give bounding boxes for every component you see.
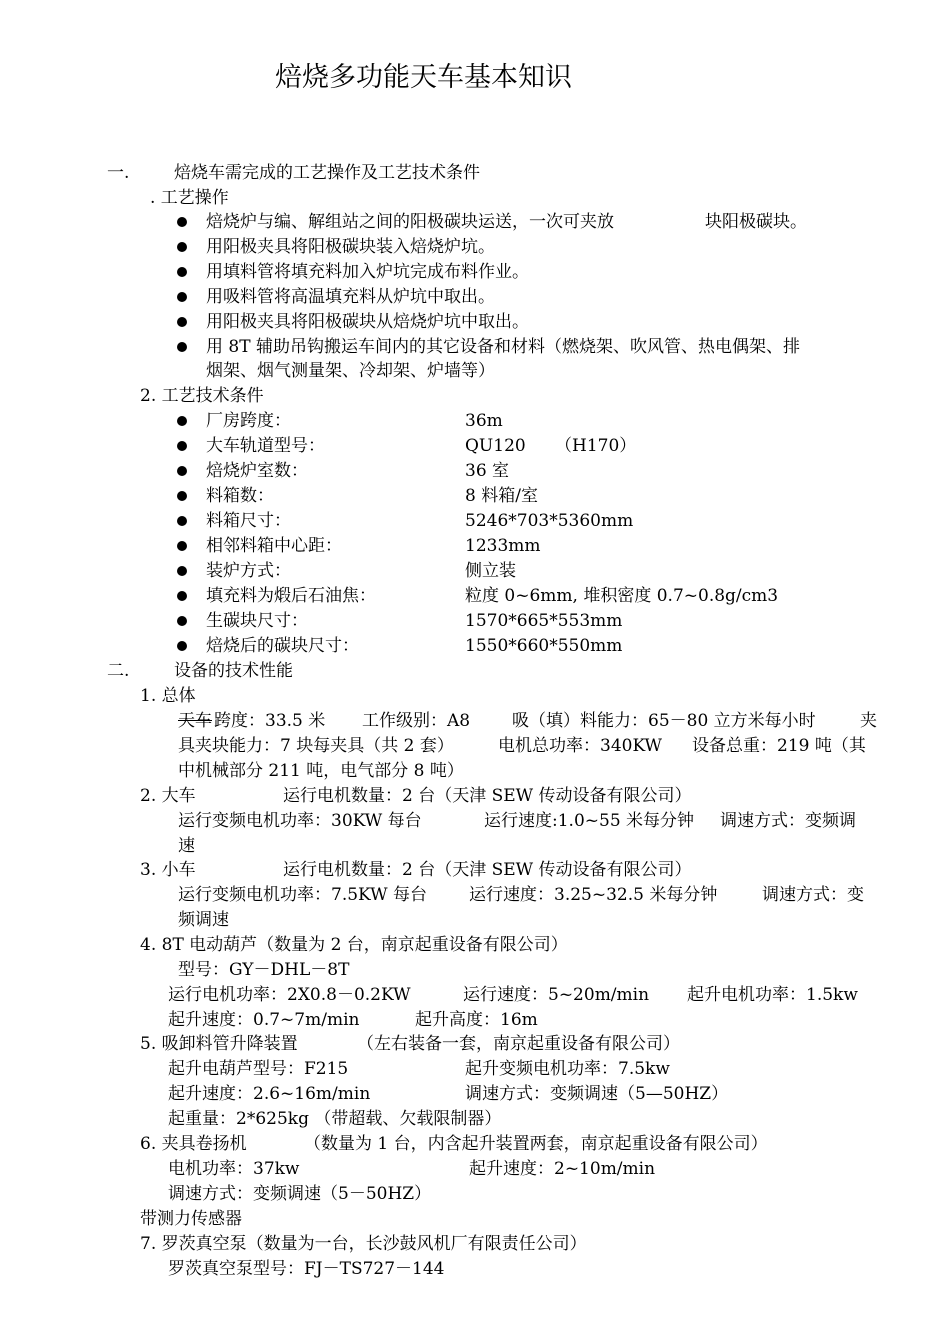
spec-text: 起升高度：16m: [415, 1010, 538, 1030]
list-item: 用 8T 辅助吊钩搬运车间内的其它设备和材料（燃烧架、吹风管、热电偶架、排: [206, 337, 800, 357]
spec-text: 起升速度：2.6~16m/min: [168, 1084, 371, 1104]
list-item: 用阳极夹具将阳极碳块从焙烧炉坑中取出。: [206, 312, 529, 332]
spec-value: 36 室: [465, 461, 510, 481]
spec-text: 调速方式：变频调速（5—50HZ）: [465, 1084, 729, 1104]
spec-value: 36m: [465, 411, 503, 431]
spec-text: 调速方式：变: [762, 885, 864, 905]
page-title: 焙烧多功能天车基本知识: [275, 62, 572, 93]
list-item: 用吸料管将高温填充料从炉坑中取出。: [206, 287, 495, 307]
list-item-continuation: 块阳极碳块。: [705, 212, 807, 232]
bullet-icon: [177, 441, 187, 451]
spec-text: 运行电机功率：2X0.8－0.2KW: [168, 985, 411, 1005]
struck-text: 天车: [178, 711, 212, 731]
spec-text: 运行电机数量：2 台（天津 SEW 传动设备有限公司）: [283, 860, 692, 880]
section-1-heading: 焙烧车需完成的工艺操作及工艺技术条件: [174, 163, 480, 183]
bullet-icon: [177, 217, 187, 227]
spec-text: 频调速: [178, 910, 229, 930]
bullet-icon: [177, 466, 187, 476]
spec-label: 焙烧炉室数：: [206, 461, 308, 481]
spec-value: 1550*660*550mm: [465, 636, 623, 656]
section-2-heading: 设备的技术性能: [174, 661, 293, 681]
subsection-2-6-heading: 6. 夹具卷扬机: [140, 1134, 247, 1154]
spec-text: 速: [178, 836, 195, 856]
spec-text: 设备总重：219 吨（其: [692, 736, 866, 756]
spec-text: 电机总功率：340KW: [498, 736, 663, 756]
bullet-icon: [177, 416, 187, 426]
spec-text: 罗茨真空泵型号：FJ－TS727－144: [168, 1259, 445, 1279]
spec-text: 带测力传感器: [140, 1209, 242, 1229]
spec-text: 工作级别：A8: [362, 711, 471, 731]
subsection-2-4-heading: 4. 8T 电动葫芦（数量为 2 台，南京起重设备有限公司）: [140, 935, 568, 955]
spec-value-extra: （H170）: [555, 436, 637, 456]
spec-label: 厂房跨度：: [206, 411, 291, 431]
spec-label: 焙烧后的碳块尺寸：: [206, 636, 359, 656]
bullet-icon: [177, 591, 187, 601]
spec-text: 调速方式：变频调: [720, 811, 856, 831]
spec-text: 夹: [860, 711, 877, 731]
spec-text: 起升变频电机功率：7.5kw: [465, 1059, 670, 1079]
spec-label: 料箱数：: [206, 486, 274, 506]
bullet-icon: [177, 292, 187, 302]
spec-text: 电机功率：37kw: [168, 1159, 300, 1179]
spec-label: 相邻料箱中心距：: [206, 536, 342, 556]
bullet-icon: [177, 541, 187, 551]
spec-text: 起升电葫芦型号：F215: [168, 1059, 349, 1079]
subsection-1-2-heading: 2. 工艺技术条件: [140, 386, 264, 406]
spec-value: 5246*703*5360mm: [465, 511, 634, 531]
spec-value: 粒度 0~6mm, 堆积密度 0.7~0.8g/cm3: [465, 586, 779, 606]
spec-text: 起重量：2*625kg （带超载、欠载限制器）: [168, 1109, 502, 1129]
bullet-icon: [177, 317, 187, 327]
bullet-icon: [177, 641, 187, 651]
bullet-icon: [177, 491, 187, 501]
bullet-icon: [177, 616, 187, 626]
spec-text: 运行速度：5~20m/min: [463, 985, 650, 1005]
spec-label: 大车轨道型号：: [206, 436, 325, 456]
spec-text: 运行速度：3.25~32.5 米每分钟: [469, 885, 718, 905]
spec-label: 填充料为煅后石油焦：: [206, 586, 376, 606]
subsection-1-1-heading: . 工艺操作: [150, 188, 229, 208]
spec-value: 1233mm: [465, 536, 541, 556]
list-item: 焙烧炉与编、解组站之间的阳极碳块运送，一次可夹放: [206, 212, 614, 232]
list-item: 用填料管将填充料加入炉坑完成布料作业。: [206, 262, 529, 282]
subsection-2-3-heading: 3. 小车: [140, 860, 196, 880]
section-2-number: 二.: [107, 661, 130, 681]
bullet-icon: [177, 516, 187, 526]
list-item: 用阳极夹具将阳极碳块装入焙烧炉坑。: [206, 237, 495, 257]
bullet-icon: [177, 242, 187, 252]
spec-value: 侧立装: [465, 561, 516, 581]
spec-text: 起升速度：2~10m/min: [469, 1159, 656, 1179]
subsection-2-7-heading: 7. 罗茨真空泵（数量为一台，长沙鼓风机厂有限责任公司）: [140, 1234, 587, 1254]
spec-text: 中机械部分 211 吨，电气部分 8 吨）: [178, 761, 464, 781]
spec-value: 8 料箱/室: [465, 486, 538, 506]
spec-text: 型号：GY－DHL－8T: [178, 960, 350, 980]
spec-label: 料箱尺寸：: [206, 511, 291, 531]
spec-text: 具夹块能力：7 块每夹具（共 2 套）: [178, 736, 454, 756]
spec-text: 运行速度:1.0~55 米每分钟: [484, 811, 695, 831]
spec-text: 运行变频电机功率：30KW 每台: [178, 811, 422, 831]
spec-text: 起升速度：0.7~7m/min: [168, 1010, 360, 1030]
bullet-icon: [177, 267, 187, 277]
subsection-2-2-heading: 2. 大车: [140, 786, 196, 806]
spec-text: 跨度：33.5 米: [214, 711, 326, 731]
section-1-number: 一.: [107, 163, 130, 183]
bullet-icon: [177, 566, 187, 576]
list-item-continuation: 烟架、烟气测量架、冷却架、炉墙等）: [206, 361, 495, 381]
spec-text: 吸（填）料能力：65－80 立方米每小时: [512, 711, 816, 731]
spec-text: （数量为 1 台，内含起升装置两套，南京起重设备有限公司）: [304, 1134, 768, 1154]
spec-label: 装炉方式：: [206, 561, 291, 581]
spec-text: 运行电机数量：2 台（天津 SEW 传动设备有限公司）: [283, 786, 692, 806]
bullet-icon: [177, 342, 187, 352]
spec-text: 起升电机功率：1.5kw: [687, 985, 858, 1005]
spec-text: 调速方式：变频调速（5－50HZ）: [168, 1184, 432, 1204]
spec-label: 生碳块尺寸：: [206, 611, 308, 631]
spec-value: 1570*665*553mm: [465, 611, 623, 631]
subsection-2-5-heading: 5. 吸卸料管升降装置: [140, 1034, 298, 1054]
spec-text: 运行变频电机功率：7.5KW 每台: [178, 885, 428, 905]
subsection-2-1-heading: 1. 总体: [140, 686, 196, 706]
spec-value: QU120: [465, 436, 526, 456]
spec-text: （左右装备一套，南京起重设备有限公司）: [357, 1034, 680, 1054]
